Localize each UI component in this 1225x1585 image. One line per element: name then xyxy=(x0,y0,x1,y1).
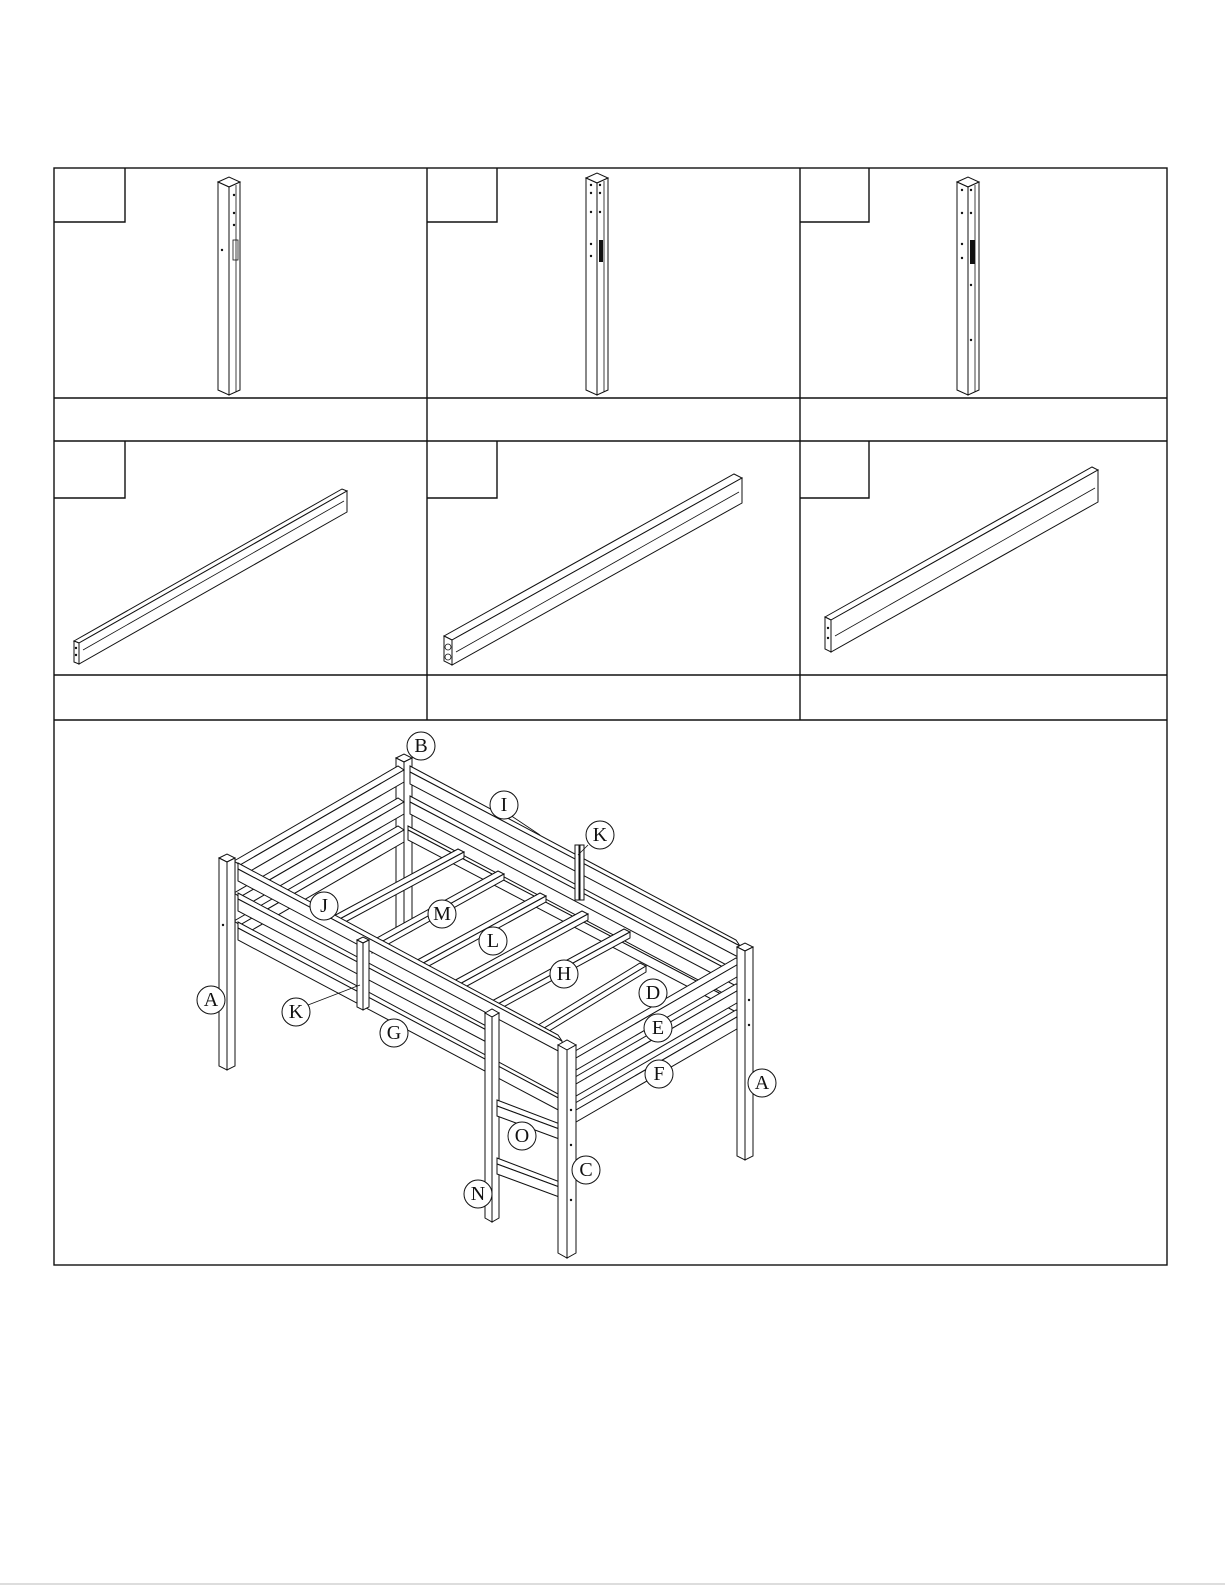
svg-text:A: A xyxy=(754,1072,770,1094)
svg-text:G: G xyxy=(386,1022,402,1044)
svg-text:L: L xyxy=(486,930,500,952)
svg-text:M: M xyxy=(433,903,451,925)
svg-text:O: O xyxy=(514,1125,530,1147)
callout-D xyxy=(639,979,667,1007)
rail-drawing-2 xyxy=(444,474,742,665)
callout-I xyxy=(490,791,518,819)
post-drawing-3 xyxy=(957,177,979,395)
callout-H xyxy=(550,960,578,988)
svg-text:D: D xyxy=(645,982,661,1004)
post-drawing-1 xyxy=(218,177,240,395)
svg-text:E: E xyxy=(651,1017,665,1039)
callout-M xyxy=(428,900,456,928)
callout-F xyxy=(645,1060,673,1088)
callout-G xyxy=(380,1019,408,1047)
callout-N xyxy=(464,1180,492,1208)
callout-E xyxy=(644,1014,672,1042)
callout-A-right xyxy=(748,1069,776,1097)
svg-text:K: K xyxy=(592,824,608,846)
part-tag-box-6 xyxy=(800,441,869,498)
callout-O xyxy=(508,1122,536,1150)
part-tag-box-5 xyxy=(427,441,497,498)
callout-C xyxy=(572,1156,600,1184)
svg-text:B: B xyxy=(414,735,428,757)
svg-text:C: C xyxy=(579,1159,593,1181)
part-tag-boxes xyxy=(54,168,869,498)
rail-drawing-1 xyxy=(74,489,347,664)
callout-J xyxy=(310,892,338,920)
callout-K-front xyxy=(282,998,310,1026)
svg-text:F: F xyxy=(653,1063,665,1085)
callout-B xyxy=(407,732,435,760)
svg-text:H: H xyxy=(556,963,572,985)
post-drawing-2 xyxy=(586,173,608,395)
svg-text:N: N xyxy=(470,1183,486,1205)
svg-text:A: A xyxy=(203,989,219,1011)
rail-drawing-3 xyxy=(825,467,1098,652)
callout-K-back xyxy=(586,821,614,849)
callout-A-left xyxy=(197,986,225,1014)
svg-text:I: I xyxy=(500,794,508,816)
part-tag-box-4 xyxy=(54,441,125,498)
part-tag-box-1 xyxy=(54,168,125,222)
svg-text:J: J xyxy=(320,895,328,917)
part-tag-box-2 xyxy=(427,168,497,222)
part-tag-box-3 xyxy=(800,168,869,222)
callout-L xyxy=(479,927,507,955)
svg-text:K: K xyxy=(288,1001,304,1023)
